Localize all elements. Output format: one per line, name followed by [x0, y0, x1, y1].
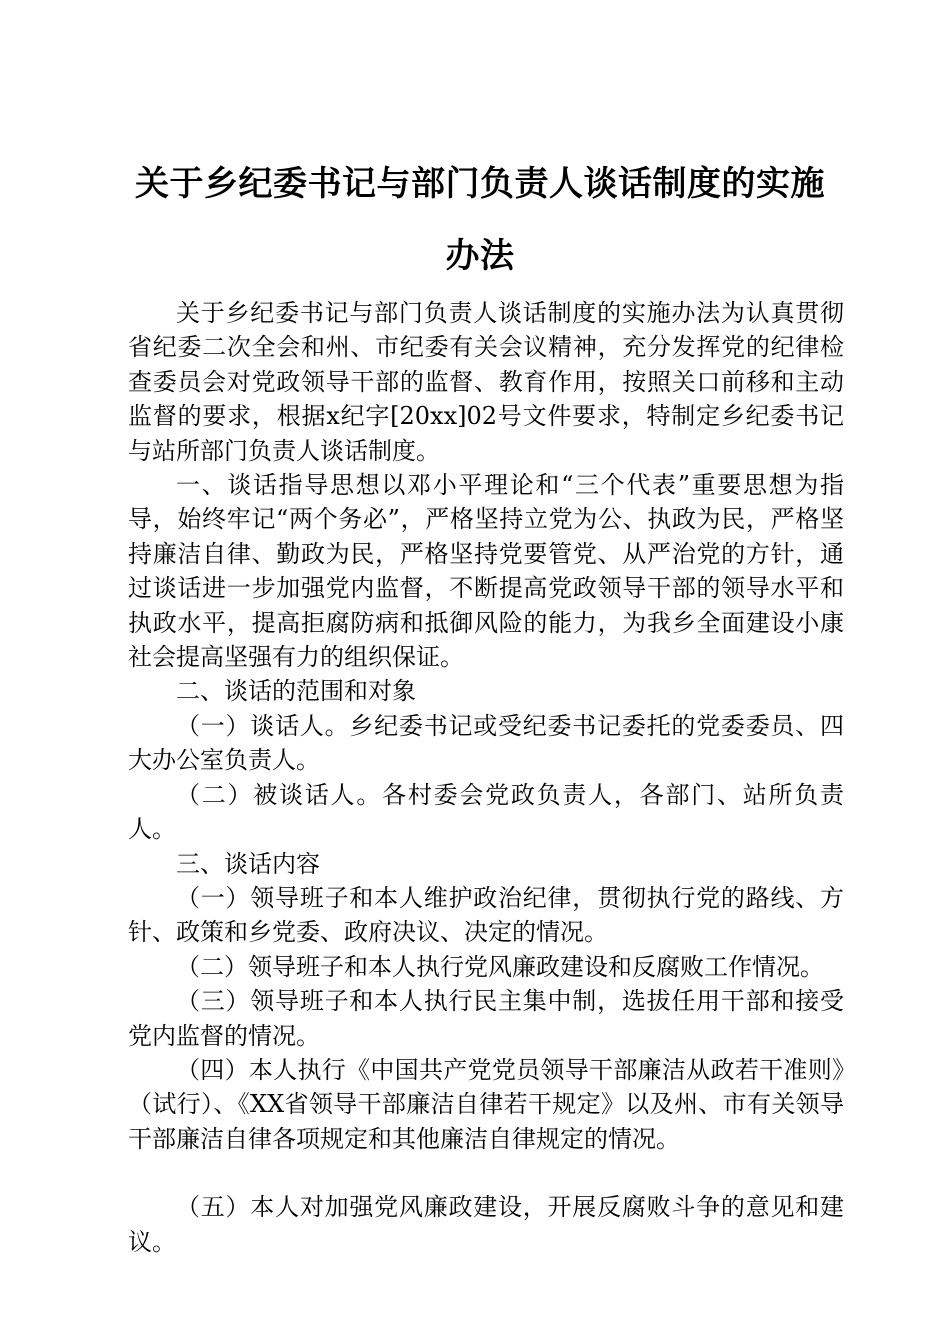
- heading-section-2: 二、谈话的范围和对象: [176, 677, 416, 706]
- paragraph-intro: 关于乡纪委书记与部门负责人谈话制度的实施办法为认真贯彻省纪委二次全会和州、市纪委有关会议精神，充分发挥党的纪律检查委员会对党政领导干部的监督、教育作用，按照关口前移和主动监督的要求，根据x纪字[20xx]02号文件要求，特制定乡纪委书记与站所部门负责人谈话制度。: [128, 299, 844, 465]
- heading-section-3: 三、谈话内容: [176, 849, 320, 878]
- paragraph-item: （二）领导班子和本人执行党风廉政建设和反腐败工作情况。: [176, 952, 824, 981]
- document-body: [128, 296, 844, 1259]
- document-title: 关于乡纪委书记与部门负责人谈话制度的实施办法: [135, 164, 825, 276]
- paragraph-item: （五）本人对加强党风廉政建设，开展反腐败斗争的意见和建议。: [128, 1193, 844, 1256]
- paragraph-item: （四）本人执行《中国共产党党员领导干部廉洁从政若干准则》（试行）、《XX省领导干部廉洁自律若干规定》以及州、市有关领导干部廉洁自律各项规定和其他廉洁自律规定的情况。: [128, 1055, 844, 1153]
- paragraph-item: （二）被谈话人。各村委会党政负责人，各部门、站所负责人。: [128, 780, 844, 844]
- paragraph-item: （一）谈话人。乡纪委书记或受纪委书记委托的党委委员、四大办公室负责人。: [128, 711, 844, 775]
- paragraph-item: （一）领导班子和本人维护政治纪律，贯彻执行党的路线、方针、政策和乡党委、政府决议、决定的情况。: [128, 883, 844, 947]
- paragraph-section-1: 一、谈话指导思想以邓小平理论和“三个代表”重要思想为指导，始终牢记“两个务必”，严格坚持立党为公、执政为民，严格坚持廉洁自律、勤政为民，严格坚持党要管党、从严治党的方针，通过谈话进一步加强党内监督，不断提高党政领导干部的领导水平和执政水平，提高拒腐防病和抵御风险的能力，为我乡全面建设小康社会提高坚强有力的组织保证。: [128, 471, 844, 672]
- paragraph-item: （三）领导班子和本人执行民主集中制，选拔任用干部和接受党内监督的情况。: [128, 987, 844, 1050]
